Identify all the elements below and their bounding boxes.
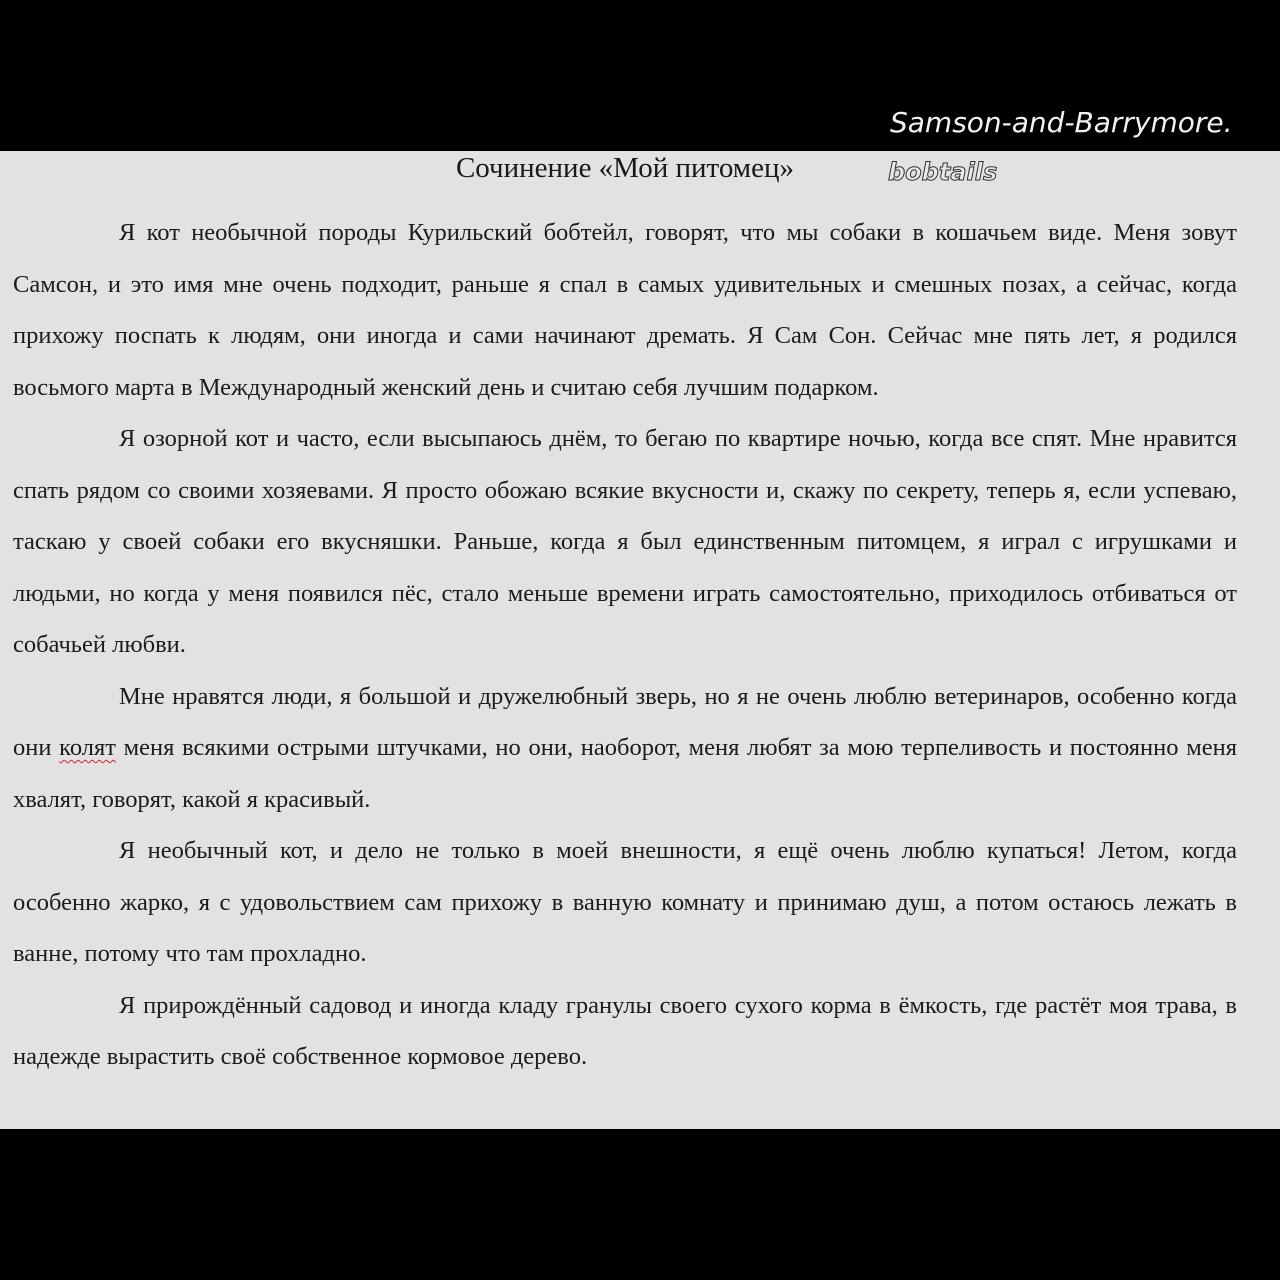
paragraph-4: Я необычный кот, и дело не только в моей внешности, я ещё очень люблю купаться! Летом, когда особенно жарко, я с удовольствием сам прихожу в ванную комнату и принимаю душ, а потом остаюсь лежать в ванне, потому что там прохладно. (13, 837, 1237, 967)
document-body (13, 207, 1237, 1083)
paragraph-2: Я озорной кот и часто, если высыпаюсь днём, то бегаю по квартире ночью, когда все спят. Мне нравится спать рядом со своими хозяевами. Я просто обожаю всякие вкусности и, скажу по секрету, теперь я, если успеваю, таскаю у своей собаки его вкусняшки. Раньше, когда я был единственным питомцем, я играл с игрушками и людьми, но когда у меня появился пёс, стало меньше времени играть самостоятельно, приходилось отбиваться от собачьей любви. (13, 425, 1237, 658)
paragraph-3 (13, 671, 1237, 826)
paragraph-3-before: Мне нравятся люди, я большой и дружелюбный зверь, но я не очень люблю ветеринаров, особенно когда они (13, 682, 1237, 761)
paragraph-3-after: меня всякими острыми штучками, но они, наоборот, меня любят за мою терпеливость и постоянно меня хвалят, говорят, какой я красивый. (13, 734, 1237, 813)
watermark-username: Samson-and-Barrymore. (890, 106, 1233, 139)
paragraph-1: Я кот необычной породы Курильский бобтейл, говорят, что мы собаки в кошачьем виде. Меня зовут Самсон, и это имя мне очень подходит, раньше я спал в самых удивительных и смешных позах, а сейчас, когда прихожу поспать к людям, они иногда и сами начинают дремать. Я Сам Сон. Сейчас мне пять лет, я родился восьмого марта в Международный женский день и считаю себя лучшим подарком. (13, 219, 1237, 401)
paragraph-5: Я прирождённый садовод и иногда кладу гранулы своего сухого корма в ёмкость, где растёт моя трава, в надежде вырастить своё собственное кормовое дерево. (13, 991, 1237, 1070)
document-page (0, 151, 1280, 1129)
spellcheck-flagged-word[interactable]: колят (59, 734, 116, 761)
document-title: Сочинение «Мой питомец» (455, 152, 795, 184)
watermark-tag: bobtails (888, 158, 998, 186)
